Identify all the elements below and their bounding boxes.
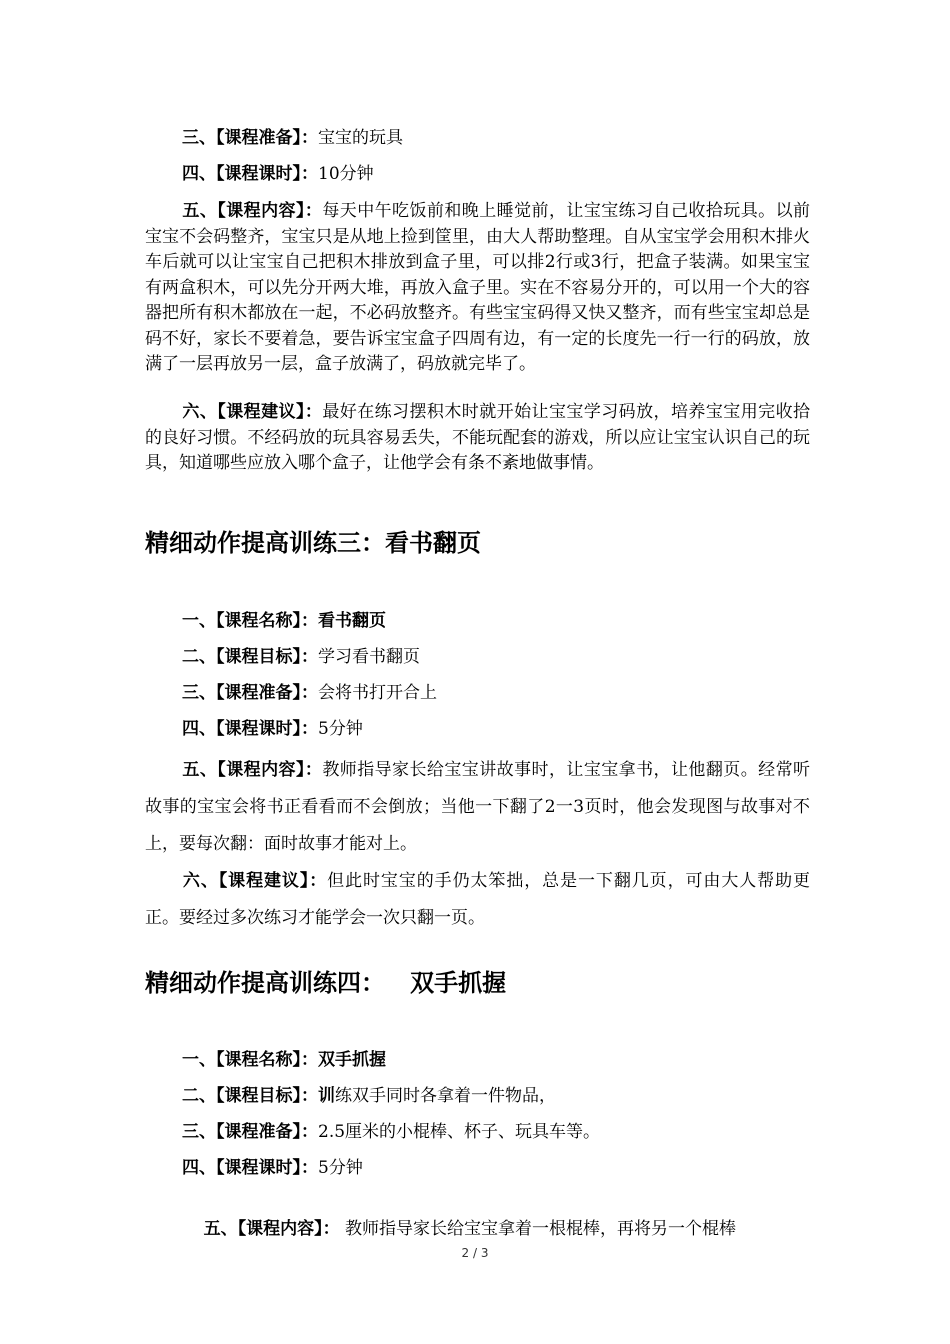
s2-prep-value: 会将书打开合上 — [318, 683, 437, 703]
s3-prep-label: 三、【课程准备】： — [182, 1122, 318, 1142]
s2-content-label: 五、【课程内容】： — [182, 760, 323, 780]
s2-advice-label: 六、【课程建议】： — [182, 871, 328, 891]
s2-name-line — [182, 609, 847, 633]
s2-name-value: 看书翻页 — [318, 611, 386, 631]
s1-advice-label: 六、【课程建议】： — [182, 402, 323, 422]
s3-time-value: 5分钟 — [318, 1158, 363, 1178]
s1-prep-label: 三、【课程准备】： — [182, 128, 318, 148]
s2-advice-value: 但此时宝宝的手仍太笨拙，总是一下翻几页，可由大人帮助更正。要经过多次练习才能学会一次只翻一页。 — [145, 871, 811, 928]
s1-prep-line — [182, 126, 847, 150]
s2-prep-line — [182, 681, 847, 705]
s3-content-value: 教师指导家长给宝宝拿着一根棍棒，再将另一个棍棒 — [339, 1219, 737, 1239]
s3-prep-line — [182, 1120, 847, 1144]
s1-advice-value: 最好在练习摆积木时就开始让宝宝学习码放，培养宝宝用完收拾的良好习惯。不经码放的玩具容易丢失，不能玩配套的游戏，所以应让宝宝认识自己的玩具，知道哪些应放入哪个盒子，让他学会有条不紊地做事情。 — [145, 402, 811, 473]
s3-name-line — [182, 1048, 847, 1072]
s1-advice-paragraph — [145, 400, 810, 477]
s3-name-value: 双手抓握 — [318, 1050, 386, 1070]
s3-goal-label: 二、【课程目标】： — [182, 1086, 318, 1106]
s2-prep-label: 三、【课程准备】： — [182, 683, 318, 703]
s2-advice-paragraph — [145, 863, 810, 937]
s3-prep-value: 2.5厘米的小棍棒、杯子、玩具车等。 — [318, 1122, 601, 1142]
s2-goal-label: 二、【课程目标】： — [182, 647, 318, 667]
section-heading-two-hand-grasp: 精细动作提高训练四： 双手抓握 — [145, 968, 507, 997]
s3-goal-value: 练双手同时各拿着一件物品， — [335, 1086, 556, 1106]
s3-name-label: 一、【课程名称】： — [182, 1050, 318, 1070]
s3-goal-value-bold: 训 — [318, 1086, 335, 1106]
s3-content-label: 五、【课程内容】： — [203, 1219, 340, 1239]
page-number: 2 / 3 — [461, 1246, 489, 1260]
s2-time-line — [182, 717, 847, 741]
s2-time-value: 5分钟 — [318, 719, 363, 739]
s1-time-label: 四、【课程课时】： — [182, 164, 318, 184]
s1-time-value: 10分钟 — [318, 164, 374, 184]
s1-content-value: 每天中午吃饭前和晚上睡觉前，让宝宝练习自己收拾玩具。以前宝宝不会码整齐，宝宝只是从地上捡到筐里，由大人帮助整理。自从宝宝学会用积木排火车后就可以让宝宝自己把积木排放到盒子里，可以排2行或3行，把盒子装满。如果宝宝有两盒积木，可以先分开两大堆，再放入盒子里。实在不容易分开的，可以用一个大的容器把所有积木都放在一起，不必码放整齐。有些宝宝码得又快又整齐，而有些宝宝却总是码不好，家长不要着急，要告诉宝宝盒子四周有边，有一定的长度先一行一行的码放，放满了一层再放另一层，盒子放满了，码放就完毕了。 — [145, 201, 811, 374]
s1-time-line — [182, 162, 847, 186]
s2-name-label: 一、【课程名称】： — [182, 611, 318, 631]
s2-time-label: 四、【课程课时】： — [182, 719, 318, 739]
s2-content-value: 教师指导家长给宝宝讲故事时，让宝宝拿书，让他翻页。经常听故事的宝宝会将书正看看而不会倒放；当他一下翻了2一3页时，他会发现图与故事对不上，要每次翻：面时故事才能对上。 — [145, 760, 811, 854]
s1-prep-value: 宝宝的玩具 — [318, 128, 403, 148]
section-heading-page-turning: 精细动作提高训练三：看书翻页 — [145, 528, 481, 557]
s3-goal-line — [182, 1084, 847, 1108]
s1-content-paragraph — [145, 199, 810, 378]
s2-goal-line — [182, 645, 847, 669]
s2-content-paragraph — [145, 752, 810, 863]
s3-time-line — [182, 1156, 847, 1180]
s1-content-label: 五、【课程内容】： — [182, 201, 323, 221]
s3-time-label: 四、【课程课时】： — [182, 1158, 318, 1178]
s2-goal-value: 学习看书翻页 — [318, 647, 420, 667]
